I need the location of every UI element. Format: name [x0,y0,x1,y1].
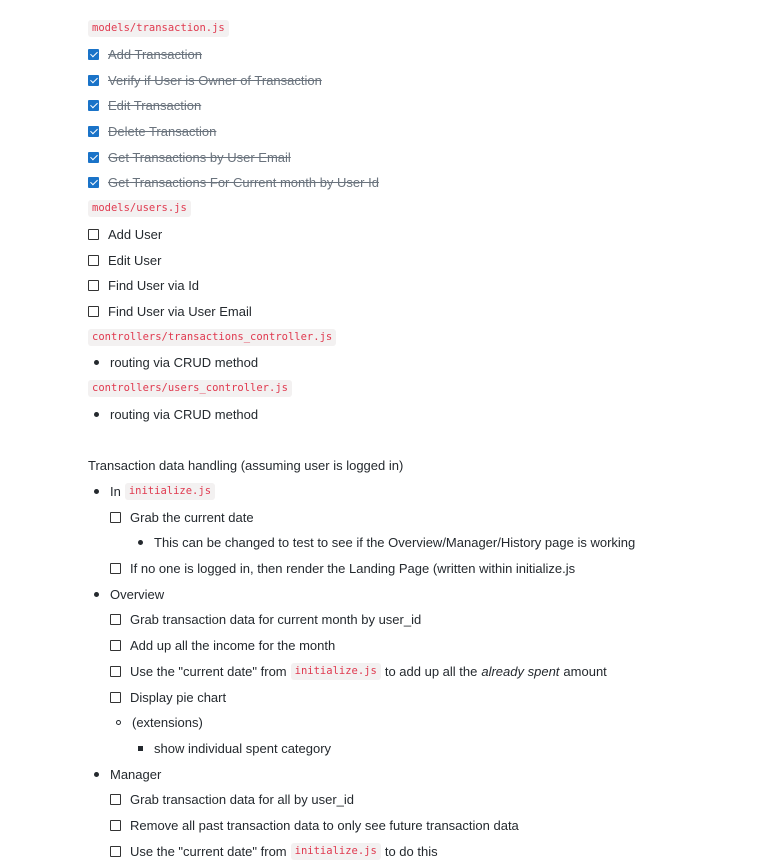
list-item-label: routing via CRUD method [110,355,259,371]
list-item-note [132,530,774,556]
checkbox[interactable] [88,280,99,291]
task-verify-owner [88,67,774,93]
task-label: Add Transaction [108,47,202,63]
task-label: Grab transaction data for current month by user_id [130,612,422,628]
code-users-controller: controllers/users_controller.js [88,380,292,397]
task-edit-transaction [88,93,774,119]
task-label: Add up all the income for the month [130,638,336,654]
task-label: Get Transactions For Current month by User Id [108,175,379,191]
task-label: Remove all past transaction data to only see future transaction data [130,817,519,833]
code-initialize: initialize.js [291,663,381,680]
code-initialize: initialize.js [291,843,381,860]
task-find-user-id [88,273,774,299]
bullet-icon [88,592,110,597]
task-label: Edit Transaction [108,98,202,114]
task-grab-date [110,504,774,530]
checkbox[interactable] [88,229,99,240]
checkbox[interactable] [110,820,121,831]
section-heading: Transaction data handling (assuming user is logged in) [88,458,404,474]
checkbox[interactable] [110,640,121,651]
task-label: Find User via Id [108,278,200,294]
list-item-label: (extensions) [132,715,203,731]
checkbox[interactable] [110,794,121,805]
checkbox-checked[interactable] [88,126,99,137]
task-overview-income [110,633,774,659]
checkbox-checked[interactable] [88,49,99,60]
list-item-prefix: In [110,484,121,500]
task-add-transaction [88,42,774,68]
checkbox-checked[interactable] [88,152,99,163]
checkbox[interactable] [110,846,121,857]
task-overview-grab [110,607,774,633]
list-item-extensions [110,710,774,736]
task-get-current-month [88,170,774,196]
task-label-post: amount [563,663,607,679]
task-delete-transaction [88,119,774,145]
task-label-pre: Use the "current date" from [130,843,287,859]
list-item-label: This can be changed to test to see if the Overview/Manager/History page is working [154,535,636,551]
task-label-pre: Use the "current date" from [130,663,287,679]
checkbox[interactable] [110,666,121,677]
list-item-label: routing via CRUD method [110,406,259,422]
list-item-initialize [88,479,774,505]
bullet-icon [88,412,110,417]
square-bullet-icon [132,746,154,751]
task-label: Verify if User is Owner of Transaction [108,72,322,88]
task-label: Delete Transaction [108,124,217,140]
code-transactions-controller: controllers/transactions_controller.js [88,329,336,346]
task-label: Grab transaction data for all by user_id [130,792,355,808]
list-item-extension [132,736,774,762]
task-label: Find User via User Email [108,303,252,319]
file-heading-users-controller [88,376,774,402]
task-edit-user [88,247,774,273]
checkbox[interactable] [110,563,121,574]
task-overview-pie [110,684,774,710]
list-item-overview [88,581,774,607]
task-find-user-email [88,299,774,325]
checkbox-checked[interactable] [88,75,99,86]
bullet-icon [88,489,110,494]
bullet-icon [88,772,110,777]
task-label-emphasis: already spent [481,663,560,679]
task-manager-date [110,838,774,864]
bullet-icon [88,360,110,365]
file-heading-transactions-controller [88,324,774,350]
checkbox[interactable] [88,306,99,317]
task-render-landing [110,556,774,582]
task-get-by-email [88,144,774,170]
checkbox[interactable] [88,255,99,266]
task-label-mid: to add up all the [384,663,478,679]
checkbox-checked[interactable] [88,177,99,188]
list-item-manager [88,761,774,787]
task-label: Display pie chart [130,689,227,705]
checkbox[interactable] [110,614,121,625]
list-item-label: show individual spent category [154,740,332,756]
circle-bullet-icon [110,720,132,725]
task-label: Add User [108,226,163,242]
list-item-label: Overview [110,586,165,602]
file-heading-users-model [88,196,774,222]
task-manager-remove [110,813,774,839]
list-item [88,350,774,376]
list-item-label: Manager [110,766,162,782]
code-transaction-model: models/transaction.js [88,20,229,37]
task-label-post: to do this [384,843,438,859]
task-overview-spent [110,659,774,685]
file-heading-transaction-model [88,16,774,42]
task-manager-grab [110,787,774,813]
task-label: Edit User [108,252,162,268]
code-initialize: initialize.js [125,483,215,500]
checkbox-checked[interactable] [88,100,99,111]
task-label: If no one is logged in, then render the Landing Page (written within initialize.js [130,561,576,577]
checkbox[interactable] [110,692,121,703]
task-add-user [88,222,774,248]
task-label: Grab the current date [130,509,254,525]
code-users-model: models/users.js [88,200,191,217]
checkbox[interactable] [110,512,121,523]
bullet-icon [132,540,154,545]
task-label: Get Transactions by User Email [108,149,291,165]
list-item [88,401,774,427]
